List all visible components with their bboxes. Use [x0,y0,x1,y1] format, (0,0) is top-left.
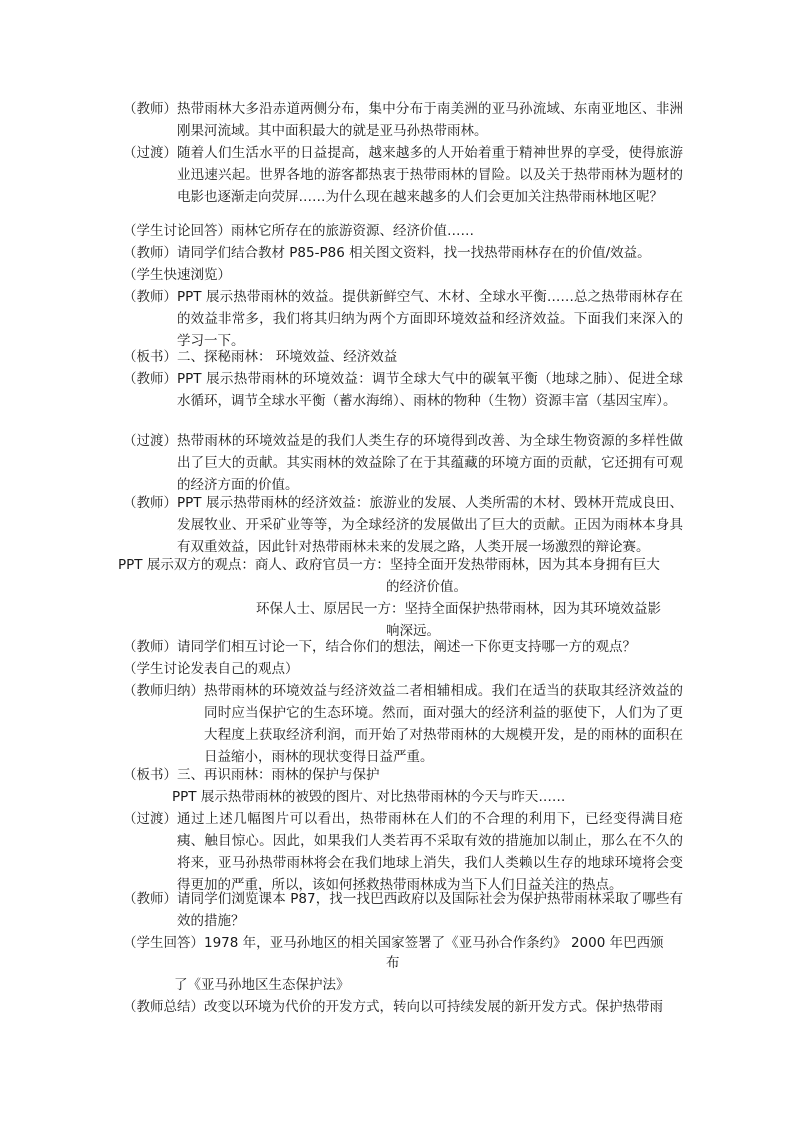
paragraph-student-answer: （学生讨论回答）雨林它所存在的旅游资源、经济价值…… [123,223,474,239]
debate-viewpoint-line1: PPT 展示双方的观点：商人、政府官员一方：坚持全面开发热带雨林，因为其本身拥有巨大 [118,557,660,573]
paragraph-teacher-measures [123,888,683,932]
paragraph-teacher-economic [123,492,683,558]
paragraph-text: 随着人们生活水平的日益提高，越来越多的人开始着重于精神世界的享受，使得旅游业迅速兴起。世界各地的游客都热衷于热带雨林的冒险。以及关于热带雨林为题材的电影也逐渐走向荧屏……为什么现在越来越多的人们会更加关注热带雨林地区呢？ [177,145,683,205]
paragraph-text: 热带雨林的环境效益是的我们人类生存的环境得到改善、为全球生物资源的多样性做出了巨大的贡献。其实雨林的效益除了在于其蕴藏的环境方面的贡献，它还拥有可观的经济方面的价值。 [177,433,683,493]
paragraph-text: PPT 展示热带雨林的环境效益：调节全球大气中的碳氧平衡（地球之肺）、促进全球水循环，调节全球水平衡（蓄水海绵）、雨林的物种（生物）资源丰富（基因宝库）。 [177,371,683,409]
debate-viewpoint-line4: 响深远。 [386,623,440,639]
paragraph-teacher-benefits [123,286,683,352]
debate-viewpoint-line3: 环保人士、原居民一方：坚持全面保护热带雨林，因为其环境效益影 [256,601,661,617]
paragraph-teacher-environment [123,368,683,412]
speaker-tag: （教师） [123,891,177,907]
paragraph-student-browse: （学生快速浏览） [123,267,231,283]
paragraph-text: 热带雨林大多沿赤道两侧分布，集中分布于南美洲的亚马孙流域、东南亚地区、非洲刚果河流域。其中面积最大的就是亚马孙热带雨林。 [177,101,683,139]
speaker-tag: （教师） [123,371,177,387]
student-answer-line2: 布 [386,955,400,971]
board-heading-protect: （板书）三、再识雨林：雨林的保护与保护 [123,767,380,783]
paragraph-transition-tourism [123,142,683,208]
paragraph-transition-economic [123,430,683,496]
paragraph-transition-destruction [123,808,683,896]
paragraph-ppt-images: PPT 展示热带雨林的被毁的图片、对比热带雨林的今天与昨天…… [172,789,566,805]
speaker-tag: （过渡） [123,433,177,449]
paragraph-teacher-distribution [123,98,683,142]
paragraph-text: PPT 展示热带雨林的经济效益：旅游业的发展、人类所需的木材、毁林开荒成良田、发展牧业、开采矿业等等，为全球经济的发展做出了巨大的贡献。正因为雨林本身具有双重效益，因此针对热带雨林未来的发展之路，人类开展一场激烈的辩论赛。 [177,495,683,555]
paragraph-teacher-textbook: （教师）请同学们结合教材 P85-P86 相关图文资料，找一找热带雨林存在的价值/效益。 [123,245,651,261]
paragraph-text: 热带雨林的环境效益与经济效益二者相辅相成。我们在适当的获取其经济效益的同时应当保护它的生态环境。然而，面对强大的经济利益的驱使下，人们为了更大程度上获取经济利润，而开始了对热带雨林的大规模开发，是的雨林的面积在日益缩小，雨林的现状变得日益严重。 [204,683,683,765]
speaker-tag: （教师） [123,289,177,305]
paragraph-student-opinions: （学生讨论发表自己的观点） [123,661,299,677]
paragraph-text: 通过上述几幅图片可以看出，热带雨林在人们的不合理的利用下，已经变得满目疮痍、触目惊心。因此，如果我们人类若再不采取有效的措施加以制止，那么在不久的将来，亚马孙热带雨林将会在我们地球上消失，我们人类赖以生存的地球环境将会变得更加的严重，所以，该如何拯救热带雨林成为当下人们日益关注的热点。 [177,811,683,893]
speaker-tag: （教师） [123,101,177,117]
paragraph-text: PPT 展示热带雨林的效益。提供新鲜空气、木材、全球水平衡……总之热带雨林存在的效益非常多，我们将其归纳为两个方面即环境效益和经济效益。下面我们来深入的学习一下。 [177,289,683,349]
paragraph-text: 请同学们浏览课本 P87，找一找巴西政府以及国际社会为保护热带雨林采取了哪些有效的措施？ [177,891,683,929]
speaker-tag: （教师） [123,495,177,511]
paragraph-teacher-conclusion: （教师总结）改变以环境为代价的开发方式，转向以可持续发展的新开发方式。保护热带雨 [123,999,663,1015]
board-heading-explore: （板书）二、探秘雨林： 环境效益、经济效益 [123,349,398,365]
paragraph-teacher-discussion: （教师）请同学们相互讨论一下，结合你们的想法，阐述一下你更支持哪一方的观点？ [123,639,636,655]
paragraph-teacher-summary [123,680,683,768]
debate-viewpoint-line2: 的经济价值。 [386,579,467,595]
student-answer-line3: 了《亚马孙地区生态保护法》 [174,977,350,993]
speaker-tag: （教师归纳） [123,683,204,699]
speaker-tag: （过渡） [123,811,177,827]
student-answer-line1: （学生回答）1978 年，亚马孙地区的相关国家签署了《亚马孙合作条约》 2000 年巴西颁 [123,935,664,951]
speaker-tag: （过渡） [123,145,177,161]
